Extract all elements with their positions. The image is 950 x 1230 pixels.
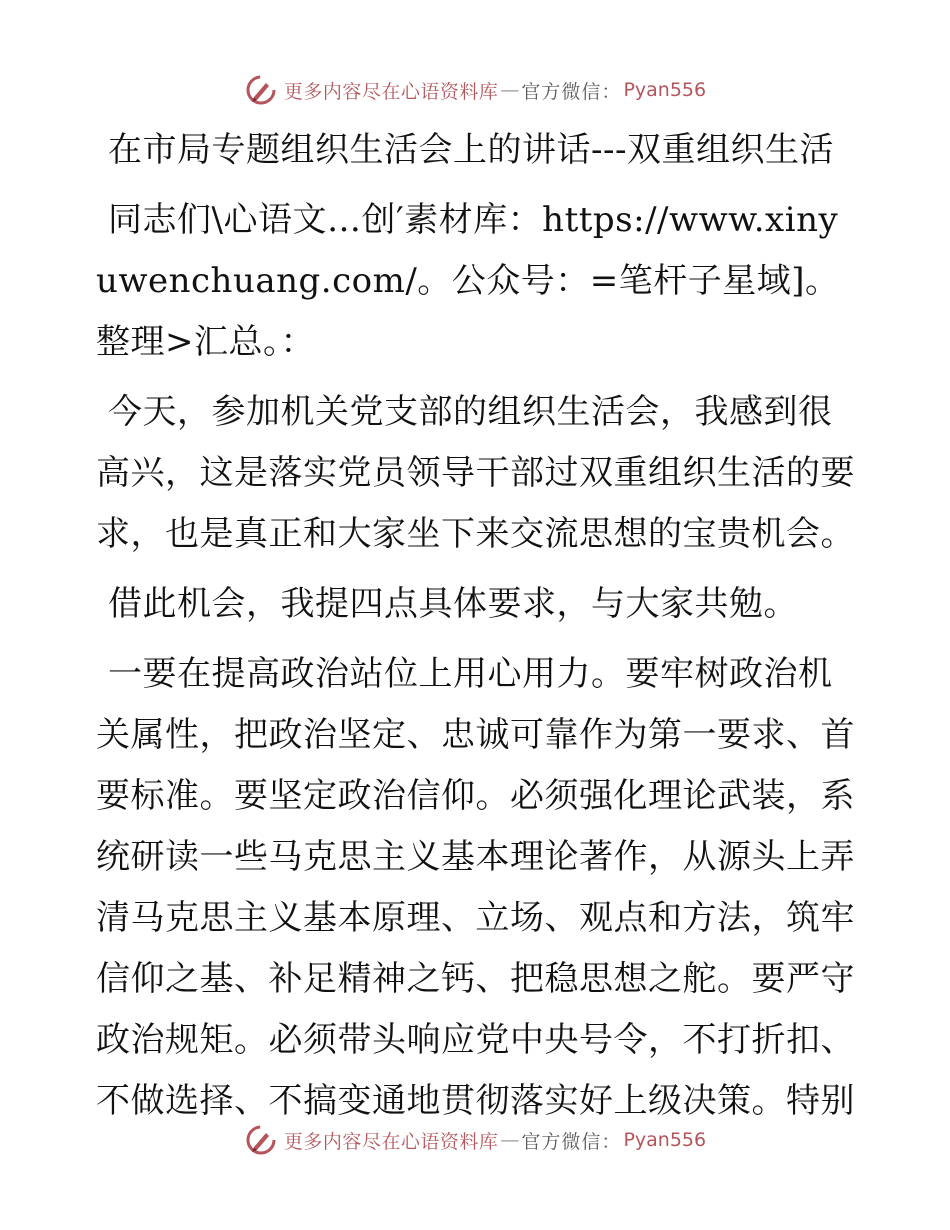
paragraph-intro: 今天，参加机关党支部的组织生活会，我感到很高兴，这是落实党员领导干部过双重组织生活的要求，也是真正和大家坐下来交流思想的宝贵机会。 — [96, 392, 855, 554]
watermark-footer — [0, 1120, 950, 1160]
watermark-header — [0, 70, 950, 110]
pen-logo-icon — [244, 73, 278, 107]
paragraph-point-one: 一要在提高政治站位上用心用力。要牢树政治机关属性，把政治坚定、忠诚可靠作为第一要求、首要标准。要坚定政治信仰。必须强化理论武装，系统研读一些马克思主义基本理论著作，从源头上弄清马克思主义基本原理、立场、观点和方法，筑牢信仰之基、补足精神之钙、把稳思想之舵。要严守政治规矩。必须带头响应党中央号令，不打折扣、不做选择、不搞变通地贯彻落实好上级决策。特别 — [96, 654, 855, 1121]
document-body — [96, 120, 856, 1141]
watermark-separator: — — [500, 79, 520, 101]
watermark-separator: — — [500, 1129, 520, 1151]
watermark-wechat-id: Pyan556 — [623, 1129, 707, 1151]
watermark-text: 更多内容尽在心语资料库 — [283, 80, 499, 103]
pen-logo-icon — [244, 1123, 278, 1157]
watermark-official-label: 官方微信： — [521, 1130, 622, 1153]
document-title: 在市局专题组织生活会上的讲话---双重组织生活 — [108, 130, 834, 170]
watermark-official-label: 官方微信： — [521, 80, 622, 103]
watermark-text: 更多内容尽在心语资料库 — [283, 1130, 499, 1153]
paragraph-requirements: 借此机会，我提四点具体要求，与大家共勉。 — [108, 584, 798, 624]
watermark-wechat-id: Pyan556 — [623, 79, 707, 101]
paragraph-greeting: 同志们\心语文…创′素材库：https://www.xinyuwenchuang.com/。公众号：=笔杆子星域]。整理>汇总。： — [96, 200, 840, 362]
